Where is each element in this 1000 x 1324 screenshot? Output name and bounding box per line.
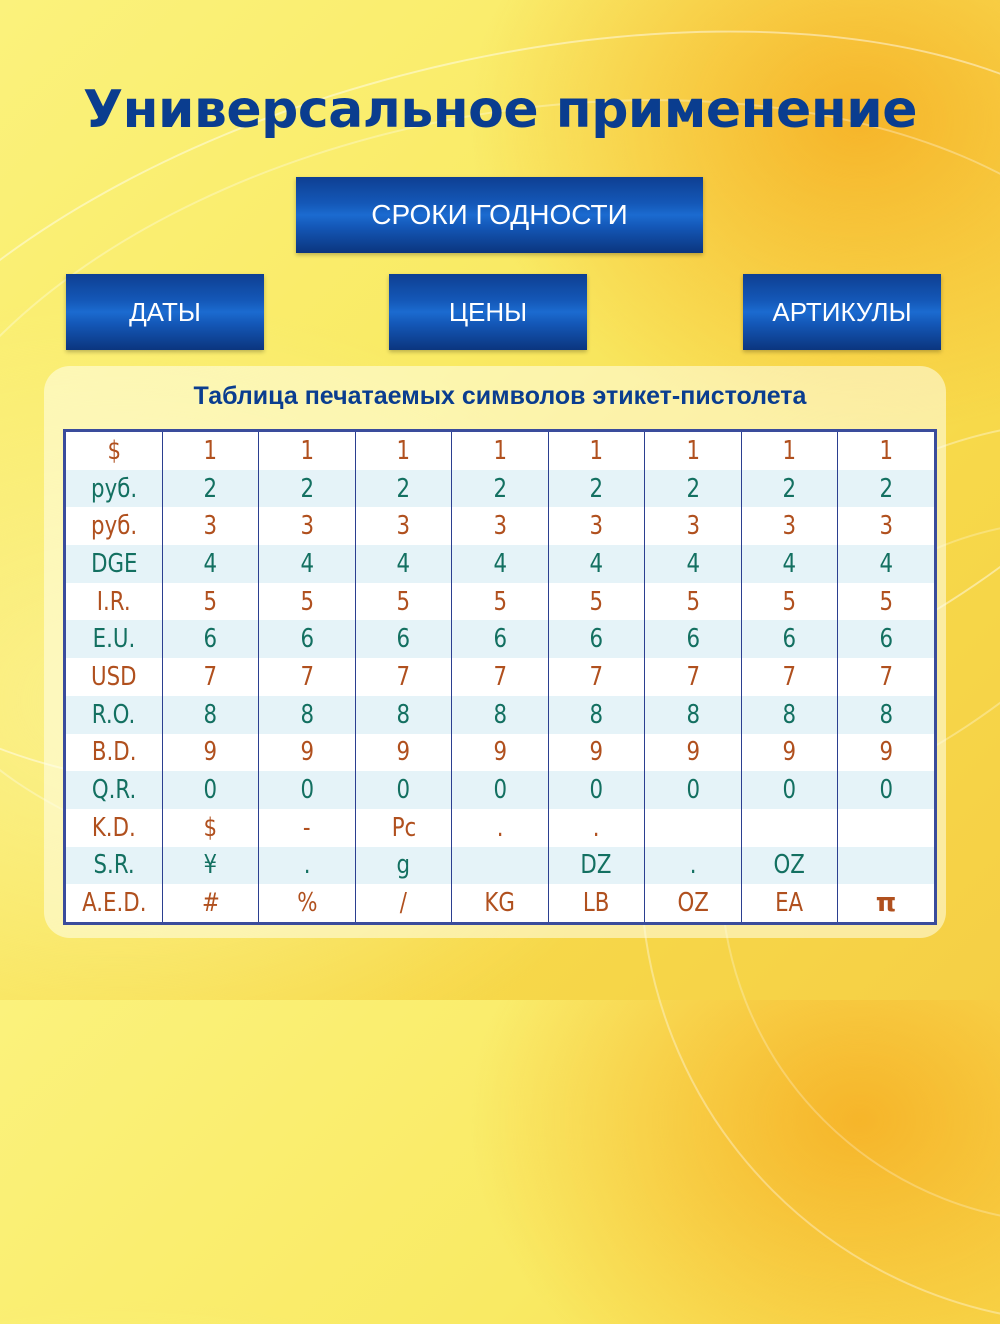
symbol-cell: . <box>548 809 644 847</box>
symbol-cell: 3 <box>162 507 258 545</box>
table-title: Таблица печатаемых символов этикет-пистолета <box>193 382 807 410</box>
symbol-cell: % <box>259 884 355 922</box>
symbol-cell: 8 <box>355 696 451 734</box>
symbol-cell: 0 <box>162 771 258 809</box>
symbol-cell: 7 <box>162 658 258 696</box>
symbol-cell: 8 <box>548 696 644 734</box>
table-row <box>66 847 934 885</box>
row-label-cell: K.D. <box>66 809 162 847</box>
symbol-cell <box>645 809 741 847</box>
symbol-cell: ¥ <box>162 847 258 885</box>
symbol-cell: 7 <box>452 658 548 696</box>
row-label-cell: руб. <box>66 507 162 545</box>
symbol-cell: 7 <box>645 658 741 696</box>
symbol-cell: 6 <box>355 620 451 658</box>
symbol-cell: 3 <box>355 507 451 545</box>
symbol-cell: 8 <box>162 696 258 734</box>
symbol-cell: 1 <box>741 432 837 470</box>
table-row <box>66 884 934 922</box>
symbol-cell: 6 <box>838 620 935 658</box>
symbol-cell: 2 <box>645 470 741 508</box>
symbol-cell <box>838 809 935 847</box>
row-label-cell: R.O. <box>66 696 162 734</box>
symbol-cell: 5 <box>452 583 548 621</box>
symbol-cell: 5 <box>741 583 837 621</box>
table-row <box>66 734 934 772</box>
symbol-cell: 9 <box>355 734 451 772</box>
prices-button[interactable]: ЦЕНЫ <box>389 274 587 350</box>
table-row <box>66 809 934 847</box>
symbol-cell: Pc <box>355 809 451 847</box>
symbol-cell: 9 <box>838 734 935 772</box>
symbol-cell: EA <box>741 884 837 922</box>
row-label-cell: Q.R. <box>66 771 162 809</box>
symbol-cell: 9 <box>741 734 837 772</box>
symbol-cell: 0 <box>548 771 644 809</box>
symbol-cell: 4 <box>548 545 644 583</box>
symbol-cell: 1 <box>162 432 258 470</box>
symbol-cell: 1 <box>548 432 644 470</box>
table-row <box>66 771 934 809</box>
symbol-cell: 1 <box>259 432 355 470</box>
symbol-cell: 0 <box>259 771 355 809</box>
row-label-cell: E.U. <box>66 620 162 658</box>
symbol-cell: . <box>259 847 355 885</box>
symbol-cell: . <box>645 847 741 885</box>
symbol-cell: 6 <box>162 620 258 658</box>
symbol-cell: KG <box>452 884 548 922</box>
symbol-cell: OZ <box>741 847 837 885</box>
symbol-cell: 6 <box>741 620 837 658</box>
symbol-cell: OZ <box>645 884 741 922</box>
row-label-cell: USD <box>66 658 162 696</box>
symbol-cell: 5 <box>162 583 258 621</box>
symbol-cell: 1 <box>645 432 741 470</box>
page-title: Универсальное применение <box>83 80 917 140</box>
symbol-cell: 0 <box>741 771 837 809</box>
symbol-cell: 6 <box>452 620 548 658</box>
symbol-cell: 9 <box>162 734 258 772</box>
symbol-cell <box>838 847 935 885</box>
symbol-cell: # <box>162 884 258 922</box>
table-row <box>66 432 934 470</box>
symbol-cell: 8 <box>645 696 741 734</box>
symbol-cell: 2 <box>741 470 837 508</box>
symbol-cell: 0 <box>645 771 741 809</box>
symbol-cell: 4 <box>162 545 258 583</box>
symbol-cell: - <box>259 809 355 847</box>
table-row <box>66 545 934 583</box>
symbol-table-frame <box>63 429 937 925</box>
symbol-cell: . <box>452 809 548 847</box>
symbol-cell: 4 <box>645 545 741 583</box>
row-label-cell: A.E.D. <box>66 884 162 922</box>
symbol-cell: 3 <box>548 507 644 545</box>
row-label-cell: $ <box>66 432 162 470</box>
symbol-cell: g <box>355 847 451 885</box>
symbol-cell: 8 <box>838 696 935 734</box>
symbol-cell: 4 <box>259 545 355 583</box>
row-label-cell: руб. <box>66 470 162 508</box>
symbol-cell: 2 <box>162 470 258 508</box>
table-row <box>66 620 934 658</box>
expiry-dates-button[interactable]: СРОКИ ГОДНОСТИ <box>296 177 703 253</box>
symbol-cell: 6 <box>548 620 644 658</box>
symbol-cell: 4 <box>355 545 451 583</box>
symbol-cell: 5 <box>645 583 741 621</box>
symbol-cell: 7 <box>259 658 355 696</box>
symbol-cell: 8 <box>259 696 355 734</box>
symbol-cell: π <box>838 884 935 922</box>
symbol-cell: 3 <box>838 507 935 545</box>
row-label-cell: I.R. <box>66 583 162 621</box>
symbol-cell: 1 <box>452 432 548 470</box>
symbol-cell: LB <box>548 884 644 922</box>
row-label-cell: DGE <box>66 545 162 583</box>
symbol-cell: 6 <box>645 620 741 658</box>
symbol-cell: 7 <box>741 658 837 696</box>
symbol-cell: 9 <box>452 734 548 772</box>
symbol-cell: 3 <box>645 507 741 545</box>
symbol-cell: 8 <box>452 696 548 734</box>
symbol-cell: 3 <box>741 507 837 545</box>
table-row <box>66 658 934 696</box>
symbol-cell: 9 <box>548 734 644 772</box>
symbol-cell: 0 <box>355 771 451 809</box>
symbol-cell: 2 <box>838 470 935 508</box>
symbol-cell: 2 <box>548 470 644 508</box>
symbol-cell: 7 <box>838 658 935 696</box>
symbol-cell: $ <box>162 809 258 847</box>
symbol-cell: 5 <box>838 583 935 621</box>
table-row <box>66 507 934 545</box>
symbol-cell: 1 <box>355 432 451 470</box>
symbol-cell: 4 <box>838 545 935 583</box>
symbol-cell <box>741 809 837 847</box>
symbol-cell: 9 <box>259 734 355 772</box>
symbol-cell: 4 <box>452 545 548 583</box>
symbol-cell: 9 <box>645 734 741 772</box>
symbol-cell: 0 <box>838 771 935 809</box>
symbol-cell: 7 <box>548 658 644 696</box>
symbol-cell: 0 <box>452 771 548 809</box>
symbol-cell: 5 <box>355 583 451 621</box>
symbol-table <box>66 432 934 922</box>
symbol-cell: 6 <box>259 620 355 658</box>
symbol-cell: 5 <box>259 583 355 621</box>
table-row <box>66 696 934 734</box>
articles-button[interactable]: АРТИКУЛЫ <box>743 274 941 350</box>
symbol-cell <box>452 847 548 885</box>
symbol-cell: / <box>355 884 451 922</box>
symbol-cell: 4 <box>741 545 837 583</box>
symbol-cell: 2 <box>452 470 548 508</box>
dates-button[interactable]: ДАТЫ <box>66 274 264 350</box>
symbol-cell: 1 <box>838 432 935 470</box>
symbol-cell: 3 <box>452 507 548 545</box>
row-label-cell: B.D. <box>66 734 162 772</box>
symbol-cell: 2 <box>355 470 451 508</box>
symbol-cell: DZ <box>548 847 644 885</box>
symbol-cell: 8 <box>741 696 837 734</box>
row-label-cell: S.R. <box>66 847 162 885</box>
symbol-cell: 5 <box>548 583 644 621</box>
symbol-cell: 7 <box>355 658 451 696</box>
symbol-cell: 2 <box>259 470 355 508</box>
symbol-cell: 3 <box>259 507 355 545</box>
table-row <box>66 583 934 621</box>
table-row <box>66 470 934 508</box>
